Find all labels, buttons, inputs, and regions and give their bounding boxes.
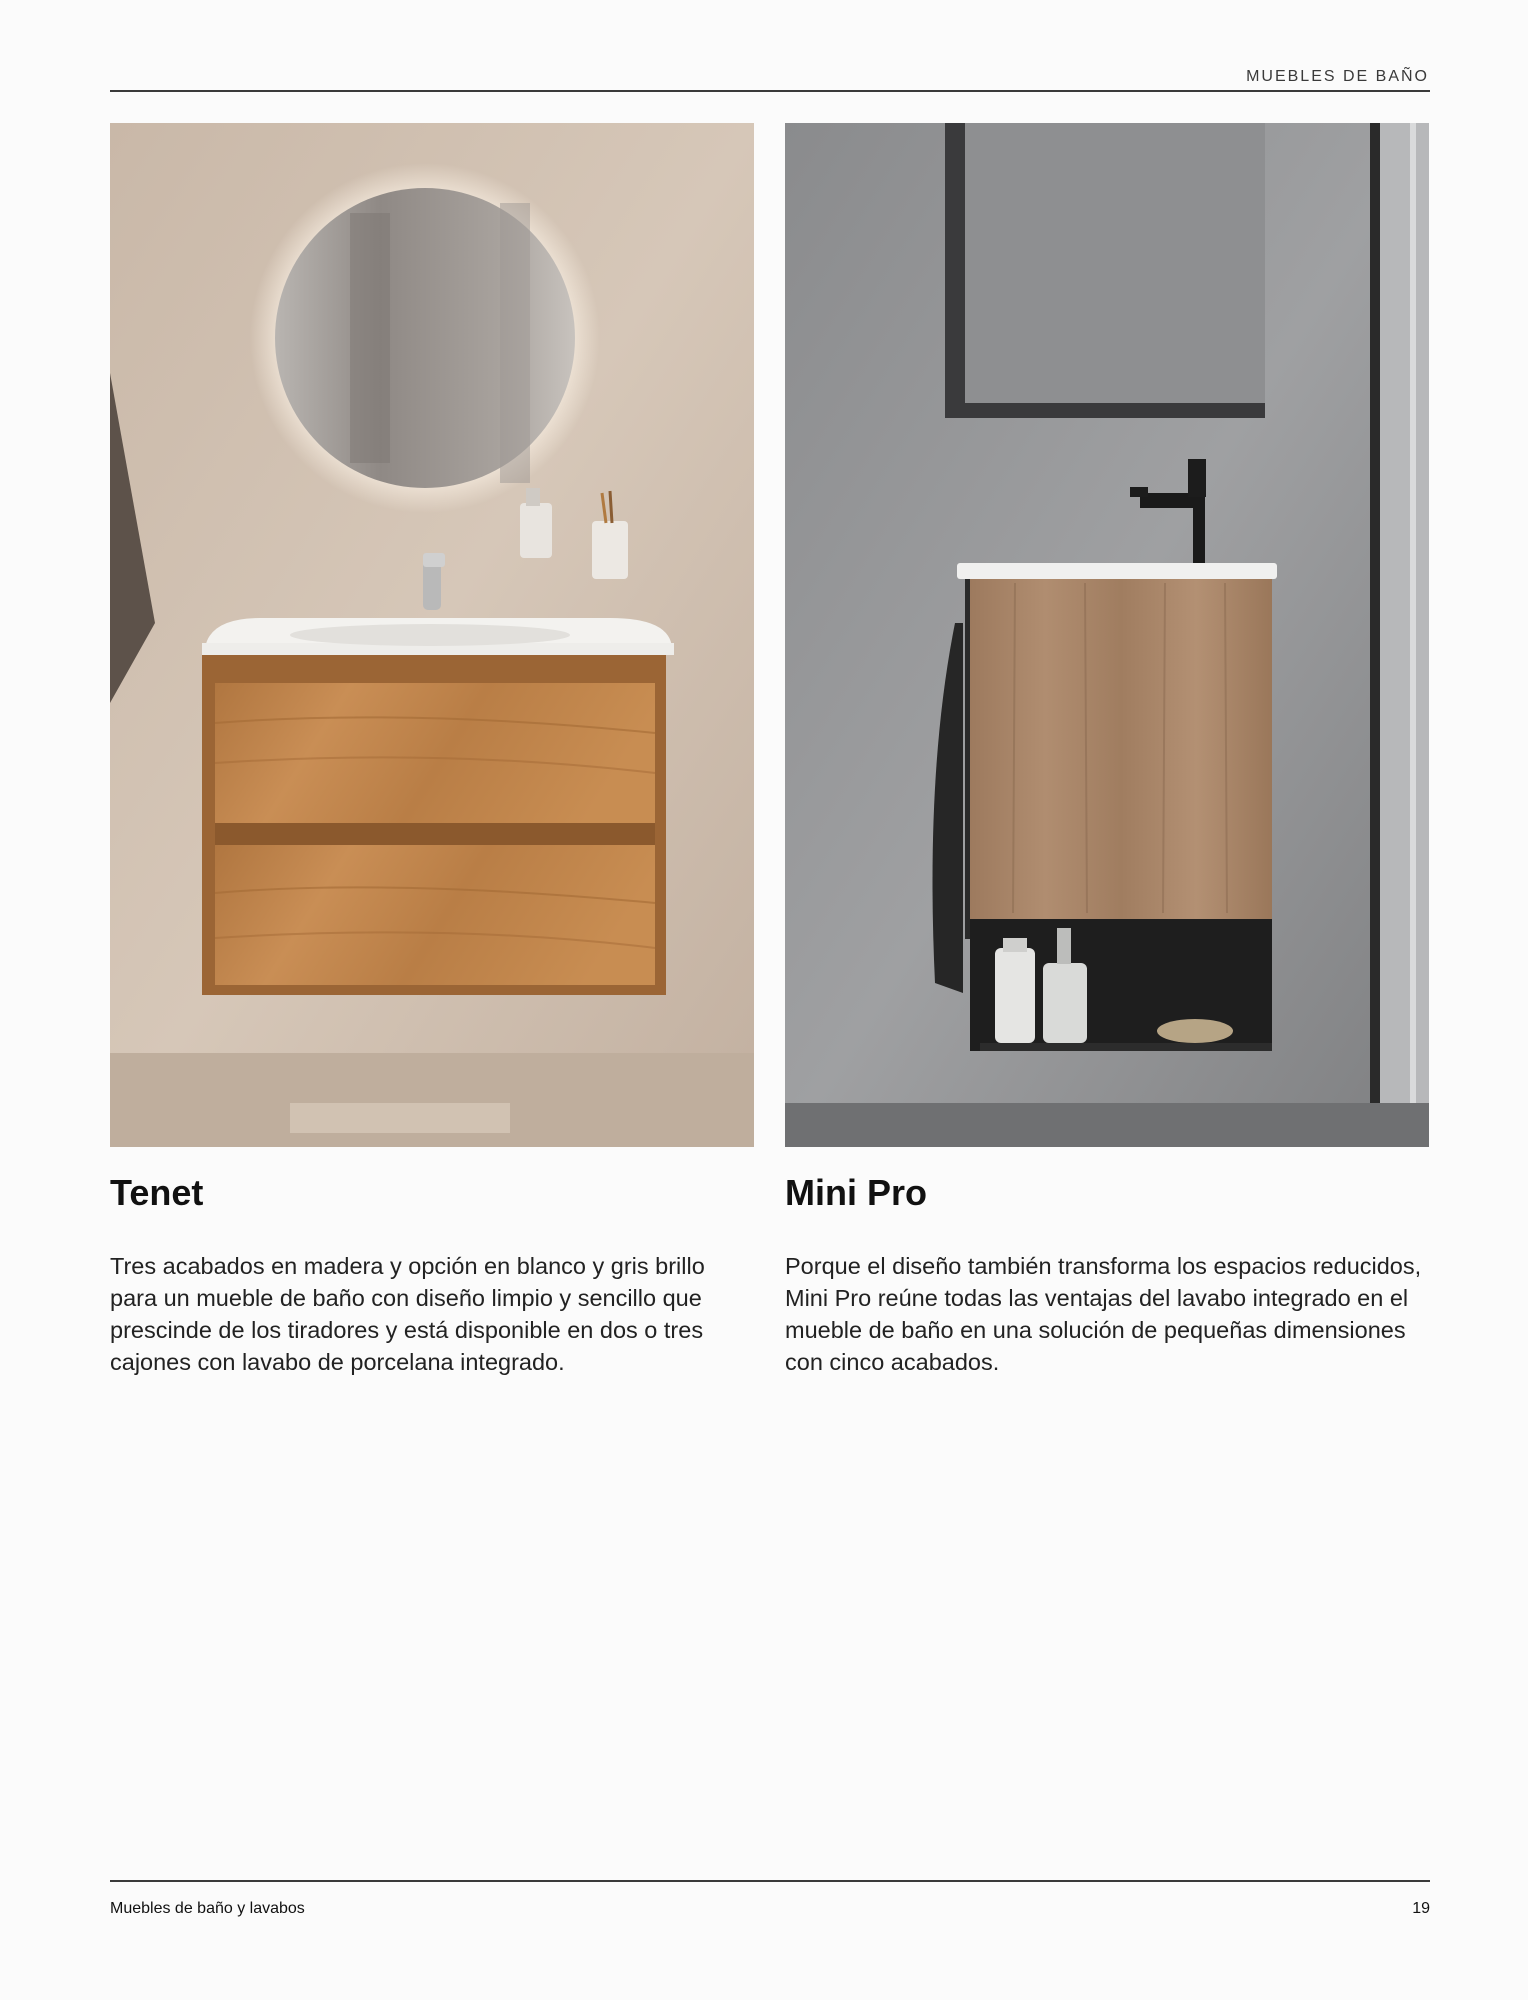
- tenet-product-photo: [110, 123, 754, 1147]
- footer-section-text: Muebles de baño y lavabos: [110, 1900, 305, 1917]
- mini-pro-product-photo: [785, 123, 1429, 1147]
- tenet-title: Tenet: [110, 1172, 204, 1213]
- footer-divider: [110, 1880, 1430, 1882]
- page-number: 19: [1412, 1900, 1430, 1917]
- mini-pro-description: Porque el diseño también transforma los espacios reducidos, Mini Pro reúne todas las ventajas del lavabo integrado en el mueble de baño en una solución de pequeñas dimensiones con cinco acabados.: [785, 1253, 1422, 1375]
- tenet-description: Tres acabados en madera y opción en blanco y gris brillo para un mueble de baño con diseño limpio y sencillo que prescinde de los tiradores y está disponible en dos o tres cajones con lavabo de porcelana integrado.: [110, 1253, 705, 1375]
- mini-pro-title: Mini Pro: [785, 1172, 927, 1213]
- section-header-label: MUEBLES DE BAÑO: [1246, 68, 1429, 85]
- header-divider: [110, 90, 1430, 92]
